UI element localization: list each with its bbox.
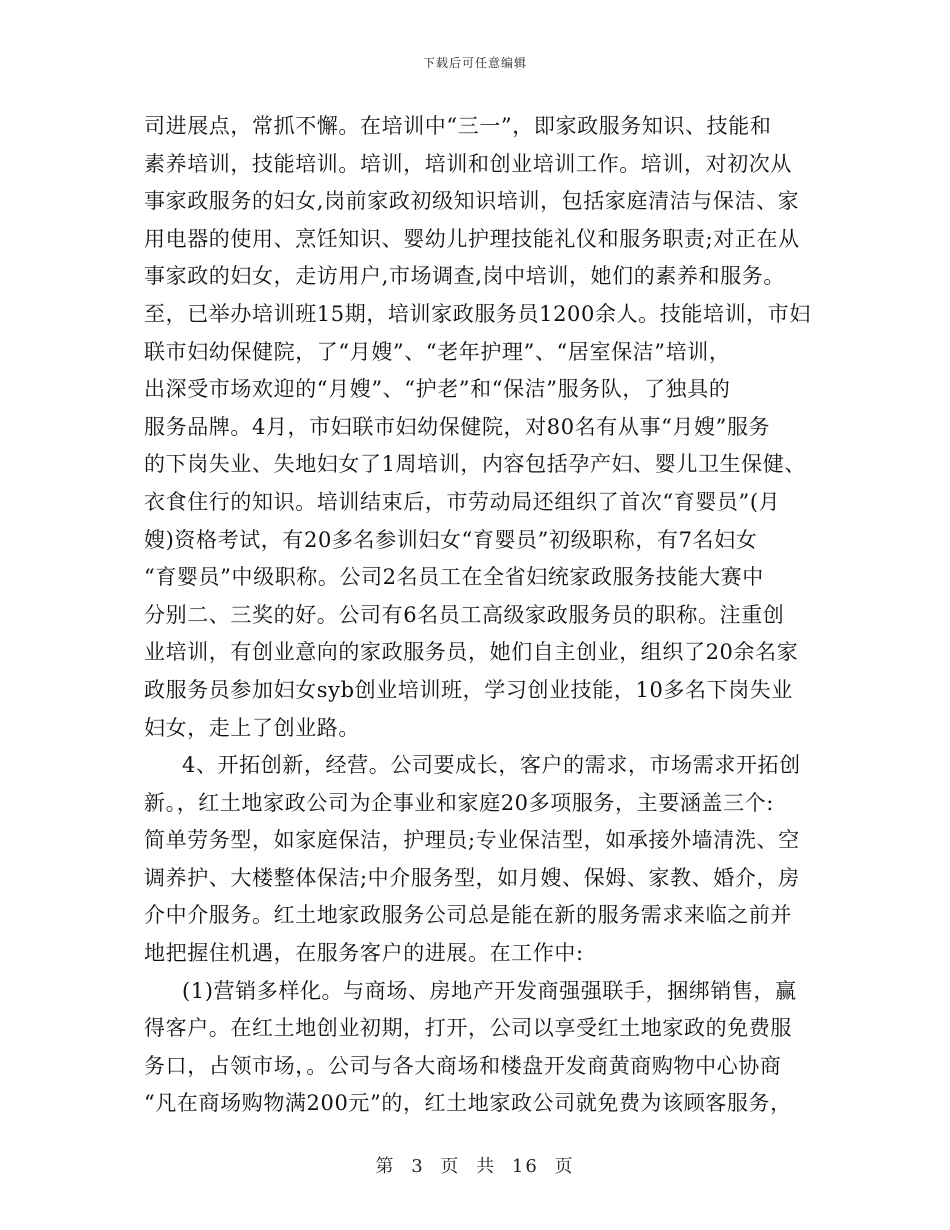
body-line: “凡在商场购物满200元”的，红土地家政公司就免费为该顾客服务， (144, 1091, 792, 1116)
body-line: 事家政服务的妇女,岗前家政初级知识培训，包括家庭清洁与保洁、家 (144, 189, 800, 214)
body-line: 政服务员参加妇女syb创业培训班，学习创业技能，10多名下岗失业 (144, 677, 794, 702)
body-line: 联市妇幼保健院，了“月嫂”、“老年护理”、“居室保洁”培训， (144, 339, 731, 364)
body-line: 调养护、大楼整体保洁;中介服务型，如月嫂、保姆、家教、婚介，房 (144, 865, 800, 890)
page-footer (0, 1152, 950, 1178)
body-line: 用电器的使用、烹饪知识、婴幼儿护理技能礼仪和服务职责;对正在从 (144, 226, 800, 251)
body-line: 得客户。在红土地创业初期，打开，公司以享受红土地家政的免费服 (144, 1016, 792, 1041)
page-label-pre: 第 (375, 1156, 396, 1177)
body-line: “育婴员”中级职称。公司2名员工在全省妇统家政服务技能大赛中 (144, 565, 764, 590)
body-line: 分别二、三奖的好。公司有6名员工高级家政服务员的职称。注重创 (144, 602, 785, 627)
paragraph-start-line: (1)营销多样化。与商场、房地产开发商强强联手，捆绑销售，赢 (182, 978, 797, 1003)
page-current-number: 3 (411, 1156, 425, 1177)
body-line: 衣食住行的知识。培训结束后，市劳动局还组织了首次“育婴员”(月 (144, 489, 781, 514)
body-line: 介中介服务。红土地家政服务公司总是能在新的服务需求来临之前并 (144, 903, 792, 928)
body-line: 务口，占领市场，。公司与各大商场和楼盘开发商黄商购物中心协商 (144, 1053, 782, 1078)
body-line: 司进展点，常抓不懈。在培训中“三一”，即家政服务知识、技能和 (144, 114, 772, 138)
page-label-post: 页 (554, 1156, 575, 1177)
body-line: 出深受市场欢迎的“月嫂”、“护老”和“保洁”服务队，了独具的 (144, 377, 731, 402)
body-line: 妇女，走上了创业路。 (144, 715, 360, 740)
body-line: 业培训，有创业意向的家政服务员，她们自主创业，组织了20余名家 (144, 640, 799, 665)
page-label-total: 共 (476, 1156, 497, 1177)
page-label-mid: 页 (440, 1156, 461, 1177)
body-line: 素养培训，技能培训。培训，培训和创业培训工作。培训，对初次从 (144, 151, 792, 176)
body-line: 简单劳务型，如家庭保洁，护理员;专业保洁型，如承接外墙清洗、空 (144, 828, 800, 853)
body-line: 地把握住机遇，在服务客户的进展。在工作中: (144, 941, 584, 966)
body-line: 服务品牌。4月，市妇联市妇幼保健院，对80名有从事“月嫂”服务 (144, 414, 771, 439)
body-line: 事家政的妇女，走访用户,市场调查,岗中培训，她们的素养和服务。 (144, 264, 785, 289)
body-line: 新。，红土地家政公司为企事业和家庭20多项服务，主要涵盖三个: (144, 790, 774, 815)
body-line: 至，已举办培训班15期，培训家政服务员1200余人。技能培训，市妇 (144, 301, 811, 326)
document-body (144, 108, 809, 1123)
body-line: 的下岗失业、失地妇女了1周培训，内容包括孕产妇、婴儿卫生保健、 (144, 452, 806, 477)
body-line: 嫂)资格考试，有20多名参训妇女“育婴员”初级职称，有7名妇女 (144, 527, 758, 552)
page-header: 下载后可任意编辑 (422, 56, 527, 70)
paragraph-start-line: 4、开拓创新，经营。公司要成长，客户的需求，市场需求开拓创 (182, 753, 801, 778)
page-total-number: 16 (511, 1156, 539, 1177)
